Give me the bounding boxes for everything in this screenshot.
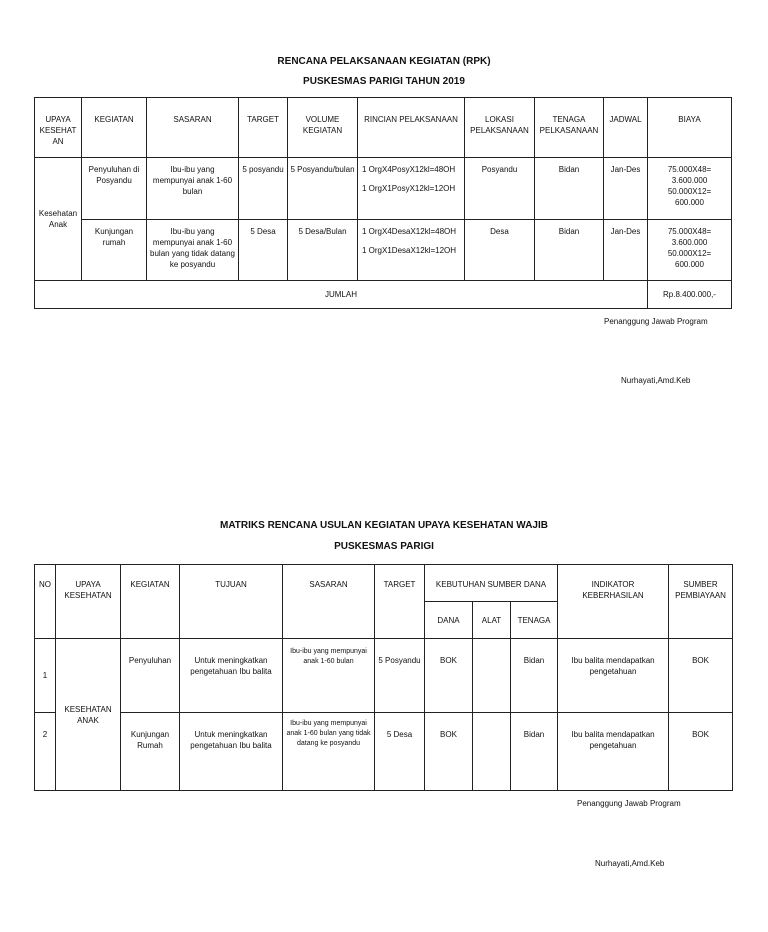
matriks-tujuan-cell: Untuk meningkatkan pengetahuan Ibu balita — [180, 639, 283, 713]
rpk-total-row — [35, 281, 732, 309]
rpk-target-cell: 5 posyandu — [239, 158, 288, 220]
table-row — [35, 639, 733, 713]
rpk-header-row — [35, 98, 732, 158]
matriks-subtitle: PUSKESMAS PARIGI — [334, 541, 434, 552]
matriks-target-cell: 5 Desa — [375, 713, 425, 791]
rpk-sasaran-cell: Ibu-ibu yang mempunyai anak 1-60 bulan — [147, 158, 239, 220]
rpk-signer-name: Nurhayati,Amd.Keb — [621, 376, 691, 385]
matriks-signer-title: Penanggung Jawab Program — [577, 799, 681, 808]
matriks-sumber-cell: BOK — [669, 639, 733, 713]
rpk-table — [34, 97, 732, 309]
matriks-no-cell: 2 — [35, 713, 56, 791]
rpk-biaya-cell — [648, 220, 732, 281]
matriks-target-cell: 5 Posyandu — [375, 639, 425, 713]
rpk-subtitle: PUSKESMAS PARIGI TAHUN 2019 — [303, 76, 465, 87]
matriks-title: MATRIKS RENCANA USULAN KEGIATAN UPAYA KESEHATAN WAJIB — [220, 520, 548, 531]
rpk-header-tenaga: TENAGA PELKASANAAN — [535, 98, 604, 158]
matriks-tujuan-cell: Untuk meningkatkan pengetahuan Ibu balita — [180, 713, 283, 791]
rpk-rincian-cell — [358, 220, 465, 281]
matriks-kegiatan-cell: Penyuluhan — [121, 639, 180, 713]
rpk-signer-title: Penanggung Jawab Program — [604, 317, 708, 326]
rpk-tenaga-cell: Bidan — [535, 158, 604, 220]
rpk-header-volume: VOLUME KEGIATAN — [288, 98, 358, 158]
matriks-dana-cell: BOK — [425, 713, 473, 791]
matriks-alat-cell — [473, 639, 511, 713]
rpk-upaya-cell: Kesehatan Anak — [35, 158, 82, 281]
rpk-biaya-line: 3.600.000 — [671, 238, 708, 247]
table-row — [35, 158, 732, 220]
matriks-upaya-cell: KESEHATAN ANAK — [56, 639, 121, 791]
rpk-rincian-line: 1 OrgX4DesaX12kl=48OH — [362, 227, 457, 236]
rpk-header-sasaran: SASARAN — [147, 98, 239, 158]
matriks-dana-cell: BOK — [425, 639, 473, 713]
rpk-title: RENCANA PELAKSANAAN KEGIATAN (RPK) — [277, 56, 491, 67]
matriks-tenaga-cell: Bidan — [511, 639, 558, 713]
matriks-header-upaya: UPAYA KESEHATAN — [56, 565, 121, 639]
matriks-header-tujuan: TUJUAN — [180, 565, 283, 639]
rpk-kegiatan-cell: Kunjungan rumah — [82, 220, 147, 281]
rpk-header-lokasi: LOKASI PELAKSANAAN — [465, 98, 535, 158]
rpk-header-biaya: BIAYA — [648, 98, 732, 158]
rpk-rincian-line: 1 OrgX1DesaX12kl=12OH — [362, 246, 457, 255]
matriks-header-indikator: INDIKATOR KEBERHASILAN — [558, 565, 669, 639]
rpk-jadwal-cell: Jan-Des — [604, 220, 648, 281]
matriks-sasaran-cell: Ibu-ibu yang mempunyai anak 1-60 bulan — [283, 639, 375, 713]
table-row — [35, 713, 733, 791]
rpk-lokasi-cell: Desa — [465, 220, 535, 281]
rpk-volume-cell: 5 Desa/Bulan — [288, 220, 358, 281]
rpk-kegiatan-cell: Penyuluhan di Posyandu — [82, 158, 147, 220]
matriks-table — [34, 564, 733, 791]
rpk-rincian-cell — [358, 158, 465, 220]
matriks-indikator-cell: Ibu balita mendapatkan pengetahuan — [558, 713, 669, 791]
matriks-no-cell: 1 — [35, 639, 56, 713]
matriks-header-alat: ALAT — [473, 602, 511, 639]
rpk-header-jadwal: JADWAL — [604, 98, 648, 158]
matriks-tenaga-cell: Bidan — [511, 713, 558, 791]
matriks-sasaran-cell: Ibu-ibu yang mempunyai anak 1-60 bulan yang tidak datang ke posyandu — [283, 713, 375, 791]
rpk-header-kegiatan: KEGIATAN — [82, 98, 147, 158]
rpk-header-rincian: RINCIAN PELAKSANAAN — [358, 98, 465, 158]
rpk-header-target: TARGET — [239, 98, 288, 158]
rpk-volume-cell: 5 Posyandu/bulan — [288, 158, 358, 220]
rpk-target-cell: 5 Desa — [239, 220, 288, 281]
rpk-biaya-line: 600.000 — [675, 198, 704, 207]
matriks-header-tenaga: TENAGA — [511, 602, 558, 639]
rpk-biaya-line: 75.000X48= — [667, 165, 712, 174]
rpk-biaya-cell — [648, 158, 732, 220]
rpk-header-upaya: UPAYA KESEHAT AN — [35, 98, 82, 158]
matriks-signer-name: Nurhayati,Amd.Keb — [595, 859, 665, 868]
matriks-sumber-cell: BOK — [669, 713, 733, 791]
rpk-tenaga-cell: Bidan — [535, 220, 604, 281]
matriks-header-no: NO — [35, 565, 56, 639]
matriks-indikator-cell: Ibu balita mendapatkan pengetahuan — [558, 639, 669, 713]
matriks-header-sumber: SUMBER PEMBIAYAAN — [669, 565, 733, 639]
matriks-header-row — [35, 565, 733, 602]
rpk-jumlah-label: JUMLAH — [35, 281, 648, 309]
matriks-header-sasaran: SASARAN — [283, 565, 375, 639]
table-row — [35, 220, 732, 281]
rpk-biaya-line: 75.000X48= — [667, 227, 712, 236]
matriks-header-kebutuhan: KEBUTUHAN SUMBER DANA — [425, 565, 558, 602]
matriks-header-kegiatan: KEGIATAN — [121, 565, 180, 639]
rpk-jumlah-value: Rp.8.400.000,- — [648, 281, 732, 309]
rpk-biaya-line: 600.000 — [675, 260, 704, 269]
rpk-rincian-line: 1 OrgX4PosyX12kl=48OH — [362, 165, 456, 174]
matriks-alat-cell — [473, 713, 511, 791]
rpk-sasaran-cell: Ibu-ibu yang mempunyai anak 1-60 bulan yang tidak datang ke posyandu — [147, 220, 239, 281]
rpk-biaya-line: 50.000X12= — [667, 249, 712, 258]
rpk-lokasi-cell: Posyandu — [465, 158, 535, 220]
matriks-header-dana: DANA — [425, 602, 473, 639]
matriks-header-target: TARGET — [375, 565, 425, 639]
rpk-biaya-line: 3.600.000 — [671, 176, 708, 185]
rpk-rincian-line: 1 OrgX1PosyX12kl=12OH — [362, 184, 456, 193]
rpk-jadwal-cell: Jan-Des — [604, 158, 648, 220]
matriks-kegiatan-cell: Kunjungan Rumah — [121, 713, 180, 791]
rpk-biaya-line: 50.000X12= — [667, 187, 712, 196]
